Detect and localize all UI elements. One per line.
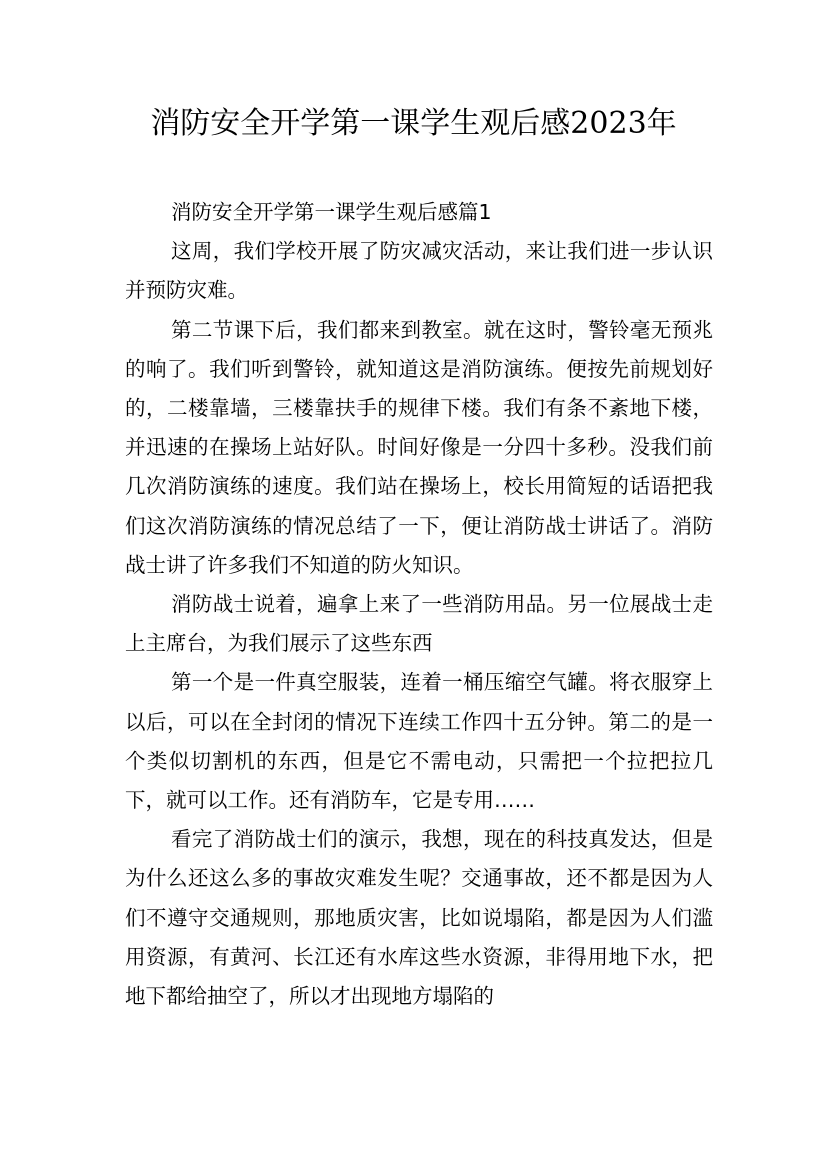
paragraph: 这周，我们学校开展了防灾减灾活动，来让我们进一步认识并预防灾难。 — [125, 239, 713, 303]
paragraph: 第一个是一件真空服装，连着一桶压缩空气罐。将衣服穿上以后，可以在全封闭的情况下连续工作四十五分钟。第二的是一个类似切割机的东西，但是它不需电动，只需把一个拉把拉几下，就可以工作。还有消防车，它是专用…… — [125, 670, 713, 813]
document-body — [125, 193, 713, 1016]
paragraph-section-heading: 消防安全开学第一课学生观后感篇1 — [171, 200, 492, 224]
paragraph: 看完了消防战士们的演示，我想，现在的科技真发达，但是为什么还这么多的事故灾难发生呢？交通事故，还不都是因为人们不遵守交通规则，那地质灾害，比如说塌陷，都是因为人们滥用资源，有黄河、长江还有水库这些水资源，非得用地下水，把地下都给抽空了，所以才出现地方塌陷的 — [125, 827, 713, 1009]
document-title: 消防安全开学第一课学生观后感2023年 — [150, 106, 677, 141]
paragraph: 消防战士说着，遍拿上来了一些消防用品。另一位展战士走上主席台，为我们展示了这些东西 — [125, 592, 713, 656]
paragraph: 第二节课下后，我们都来到教室。就在这时，警铃毫无预兆的响了。我们听到警铃，就知道这是消防演练。便按先前规划好的，二楼靠墙，三楼靠扶手的规律下楼。我们有条不紊地下楼，并迅速的在操场上站好队。时间好像是一分四十多秒。没我们前几次消防演练的速度。我们站在操场上，校长用简短的话语把我们这次消防演练的情况总结了一下，便让消防战士讲话了。消防战士讲了许多我们不知道的防火知识。 — [125, 317, 713, 577]
